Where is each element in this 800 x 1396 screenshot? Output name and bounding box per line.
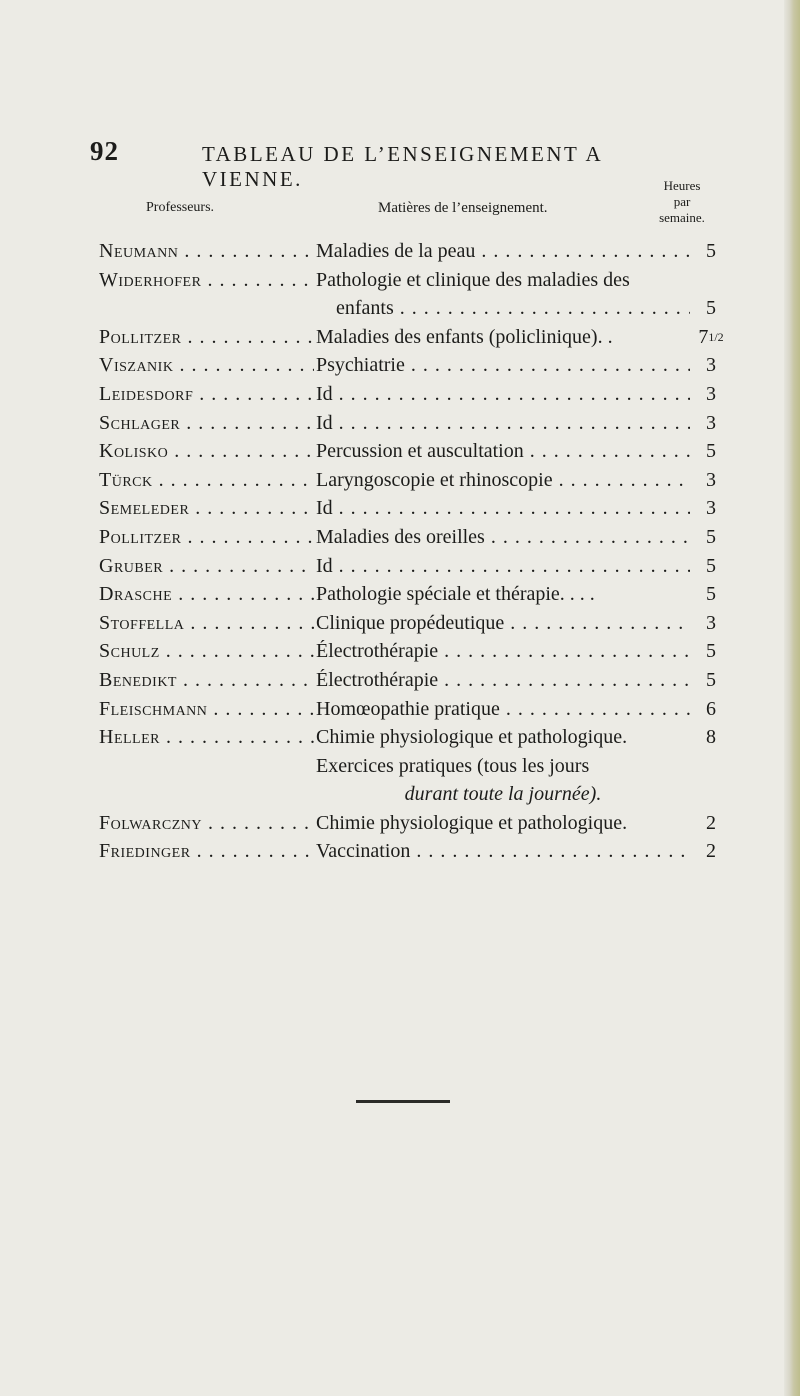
table-row	[0, 326, 800, 355]
hours: 5	[706, 554, 716, 577]
subject: Pathologie et clinique des maladies des	[316, 268, 630, 291]
table-row	[0, 297, 800, 326]
hours: 3	[706, 411, 716, 434]
professor-name: Pollitzer . . .	[99, 326, 314, 349]
hours: 3	[706, 611, 716, 634]
professor-name: Benedikt . . .	[99, 669, 314, 692]
hours: 5	[706, 668, 716, 691]
subject: Chimie physiologique et pathologique.	[316, 726, 628, 749]
subject: Chimie physiologique et pathologique.	[316, 811, 628, 834]
table-row	[0, 440, 800, 469]
professor-name: Neumann . . .	[99, 240, 314, 263]
professor-name: Stoffella . . .	[99, 612, 314, 635]
professor-name: Schlager . . .	[99, 412, 314, 435]
subject: Électrothérapie . . .	[316, 640, 690, 663]
subject: Pathologie spéciale et thérapie. . . .	[316, 583, 595, 606]
hours: 2	[706, 840, 716, 863]
subject: Vaccination . . .	[316, 840, 690, 863]
hours: 5	[706, 525, 716, 548]
schedule-table	[0, 240, 800, 869]
professor-name: Leidesdorf . . .	[99, 383, 314, 406]
subject: Id . . .	[316, 497, 690, 520]
professor-name: Fleischmann . . .	[99, 698, 314, 721]
table-row	[0, 354, 800, 383]
table-row	[0, 526, 800, 555]
subject: Id . . .	[316, 555, 690, 578]
hours-fraction: 1/2	[708, 329, 724, 344]
subject: Électrothérapie . . .	[316, 669, 690, 692]
column-header-hours-line: Heures	[663, 178, 701, 193]
hours: 5	[706, 240, 716, 262]
table-row	[0, 755, 800, 784]
professor-name: Viszanik . . .	[99, 354, 314, 377]
table-row	[0, 583, 800, 612]
professor-name: Türck . . .	[99, 469, 314, 492]
column-headers	[0, 178, 800, 234]
professor-name: Semeleder . . .	[99, 497, 314, 520]
hours: 3	[706, 468, 716, 491]
subject: Id . . .	[316, 412, 690, 435]
subject-continuation: Exercices pratiques (tous les jours	[316, 754, 590, 777]
hours-whole: 7	[698, 325, 709, 348]
table-row	[0, 497, 800, 526]
table-row	[0, 469, 800, 498]
hours: 5	[706, 297, 716, 320]
table-row	[0, 269, 800, 298]
hours: 8	[706, 726, 716, 749]
hours: 3	[706, 354, 716, 377]
professor-name: Drasche . . .	[99, 583, 314, 606]
professor-name: Schulz . . .	[99, 640, 314, 663]
table-row	[0, 698, 800, 727]
table-row	[0, 612, 800, 641]
table-row	[0, 840, 800, 869]
hours: 2	[706, 811, 716, 834]
professor-name: Gruber . . .	[99, 555, 314, 578]
professor-name: Widerhofer . . .	[99, 269, 314, 292]
column-header-hours-line: semaine.	[659, 210, 705, 225]
table-row	[0, 383, 800, 412]
professor-name: Kolisko . . .	[99, 440, 314, 463]
table-row	[0, 555, 800, 584]
closing-rule	[356, 1100, 450, 1103]
column-header-subjects: Matières de l’enseignement.	[378, 200, 548, 216]
hours: 6	[706, 697, 716, 720]
subject: Laryngoscopie et rhinoscopie . . .	[316, 469, 690, 492]
hours: 5	[706, 583, 716, 606]
subject: Maladies des oreilles . . .	[316, 526, 690, 549]
table-row	[0, 812, 800, 841]
page-number: 92	[90, 136, 119, 166]
table-row	[0, 240, 800, 269]
subject-continuation: durant toute la journée).	[404, 783, 602, 806]
table-row	[0, 640, 800, 669]
hours: 5	[706, 440, 716, 463]
subject: Maladies des enfants (policlinique). .	[316, 325, 613, 348]
subject: Psychiatrie . . .	[316, 354, 690, 377]
running-title: TABLEAU DE L’ENSEIGNEMENT A VIENNE.	[202, 142, 603, 191]
subject: Id . . .	[316, 383, 690, 406]
professor-name: Folwarczny . . .	[99, 812, 314, 835]
column-header-professors: Professeurs.	[146, 200, 215, 215]
hours: 3	[706, 382, 716, 405]
hours	[694, 326, 728, 349]
professor-name: Heller . . .	[99, 726, 314, 749]
table-row	[0, 669, 800, 698]
hours: 5	[706, 640, 716, 663]
subject-continuation: enfants . . .	[336, 297, 690, 320]
table-row	[0, 412, 800, 441]
professor-name: Pollitzer . . .	[99, 526, 314, 549]
subject: Homœopathie pratique . . .	[316, 698, 690, 721]
column-header-hours-line: par	[673, 194, 691, 209]
subject: Percussion et auscultation . . .	[316, 440, 690, 463]
professor-name: Friedinger . . .	[99, 840, 314, 863]
subject: Clinique propédeutique . . .	[316, 612, 690, 635]
subject: Maladies de la peau . . .	[316, 240, 690, 263]
hours: 3	[706, 497, 716, 520]
column-header-hours	[642, 178, 722, 226]
table-row	[0, 726, 800, 755]
table-row	[0, 783, 800, 812]
